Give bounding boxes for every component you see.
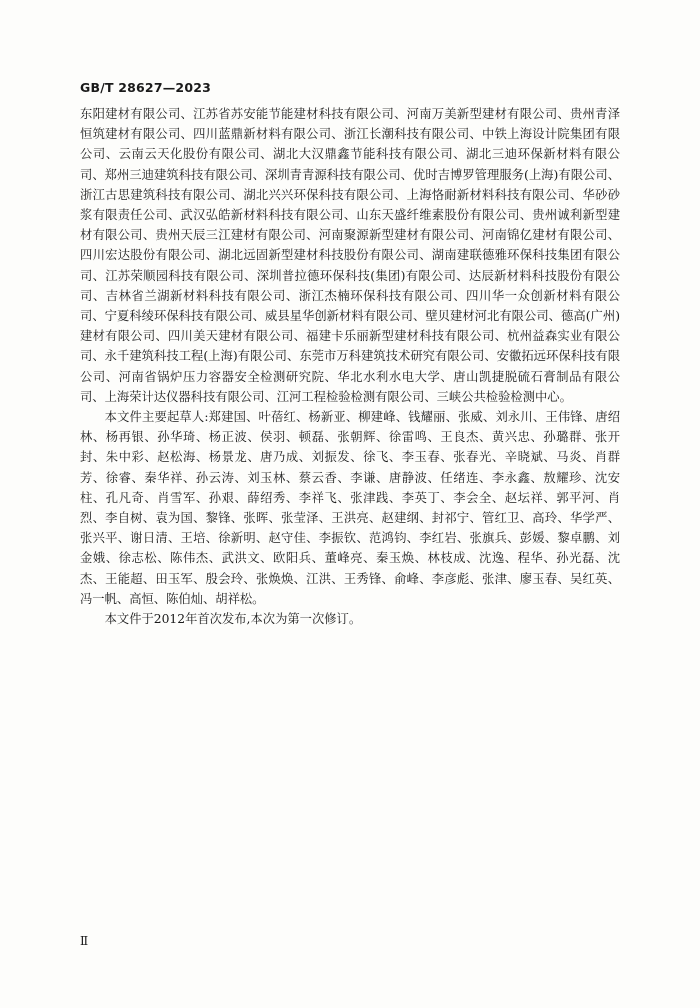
standard-code-header: GB/T 28627—2023 xyxy=(80,80,212,95)
foreword-body xyxy=(80,104,620,629)
page-number: Ⅱ xyxy=(80,934,89,948)
publication-history-paragraph: 本文件于2012年首次发布,本次为第一次修订。 xyxy=(104,612,362,627)
drafters-paragraph: 本文件主要起草人:郑建国、叶蓓红、杨新亚、柳建峰、钱耀丽、张威、刘永川、王伟锋、唐绍林、杨再银、孙华琦、杨正波、侯羽、顿磊、张朝辉、徐雷鸣、王良杰、黄兴忠、孙璐群、张开封、朱中彩、赵松海、杨景龙、唐乃成、刘振发、徐飞、李玉春、张春光、辛晓斌、马炎、肖群芳、徐睿、秦华祥、孙云涛、刘玉林、蔡云香、李谦、唐静波、任绪连、李永鑫、敖耀珍、沈安柱、孔凡奇、肖雪军、孙艰、薛绍秀、李祥飞、张津践、李英丁、李会全、赵坛祥、郭平河、肖烈、李自树、袁为国、黎锋、张晖、张莹泽、王洪亮、赵建纲、封祁宁、管红卫、高玲、华学严、张兴平、谢日清、王培、徐新明、赵守佳、李振钦、范鸿钧、李红岩、张旗兵、彭媛、黎卓鹏、刘金娥、徐志松、陈伟杰、武洪文、欧阳兵、董峰亮、秦玉焕、林枝成、沈逸、程华、孙光磊、沈杰、王能超、田玉军、殷会玲、张焕焕、江洪、王秀锋、俞峰、李彦彪、张津、廖玉春、吴红英、冯一帆、高恒、陈伯灿、胡祥松。 xyxy=(80,410,620,606)
participant-organizations-paragraph: 东阳建材有限公司、江苏省苏安能节能建材科技有限公司、河南万美新型建材有限公司、贵州青泽恒筑建材有限公司、四川蓝鼎新材料有限公司、浙江长潮科技有限公司、中铁上海设计院集团有限公司、云南云天化股份有限公司、湖北大汉鼎鑫节能科技有限公司、湖北三迪环保新材料有限公司、郑州三迪建筑科技有限公司、深圳青青源科技有限公司、优时吉博罗管理服务(上海)有限公司、浙江古思建筑科技有限公司、湖北兴兴环保科技有限公司、上海恪耐新材料科技有限公司、华砂砂浆有限责任公司、武汉弘皓新材料科技有限公司、山东天盛纤维素股份有限公司、贵州诚利新型建材有限公司、贵州天辰三江建材有限公司、河南聚源新型建材有限公司、河南锦亿建材有限公司、四川宏达股份有限公司、湖北远固新型建材科技股份有限公司、湖南建联德雅环保科技集团有限公司、江苏荣顺园科技有限公司、深圳普拉德环保科技(集团)有限公司、达辰新材料科技股份有限公司、吉林省兰湖新材料科技有限公司、浙江杰楠环保科技有限公司、四川华一众创新材料有限公司、宁夏科绫环保科技有限公司、威县星华创新材料有限公司、壁贝建材河北有限公司、德高(广州)建材有限公司、四川美天建材有限公司、福建卡乐丽新型建材科技有限公司、杭州益森实业有限公司、永千建筑科技工程(上海)有限公司、东莞市万科建筑技术研究有限公司、安徽拓远环保科技有限公司、河南省锅炉压力容器安全检测研究院、华北水利水电大学、唐山凯捷脱硫石膏制品有限公司、上海荣计达仪器科技有限公司、江河工程检验检测有限公司、三峡公共检验检测中心。 xyxy=(80,107,620,404)
